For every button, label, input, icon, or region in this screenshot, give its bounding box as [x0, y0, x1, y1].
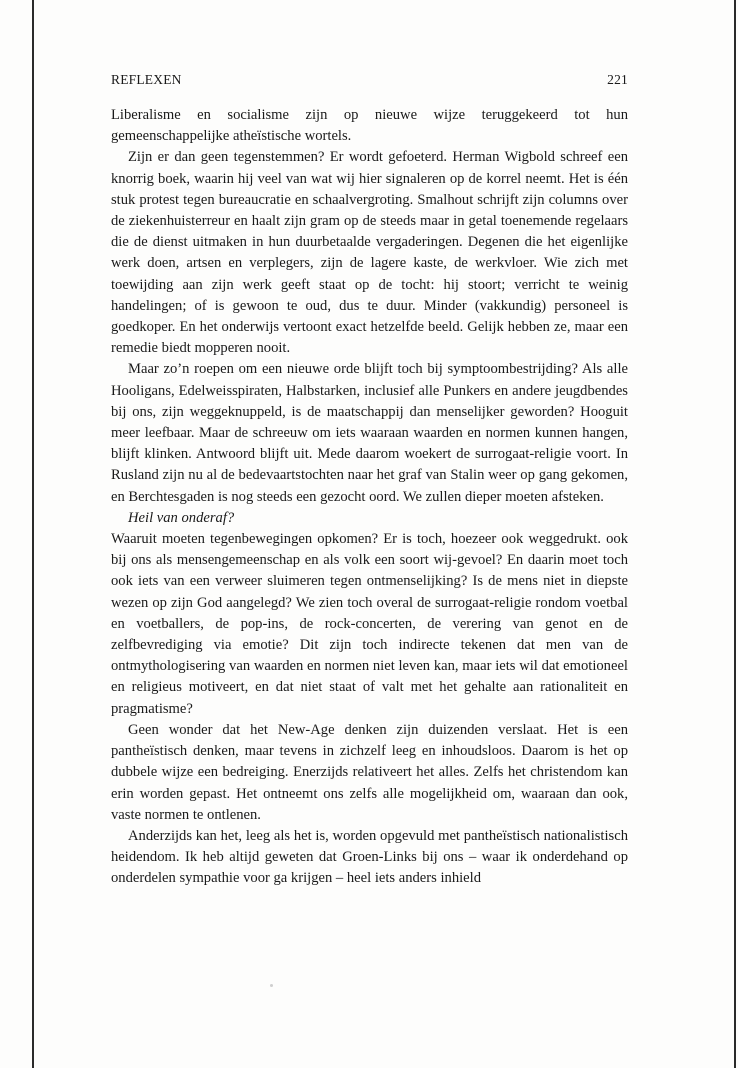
paragraph: Waaruit moeten tegenbewegingen opkomen? Er is toch, hoezeer ook weggedrukt. ook bij ons als mensengemeenschap en als volk een soort wij-gevoel? En daarin moet toch ook iets van een verweer sluimeren tegen ontmenselijking? Is de mens niet in diepste wezen op zijn God aangelegd? We zien toch overal de surrogaat-religie rondom voetbal en voetballers, de pop-ins, de rock-concerten, de verering van genot en de zelfbevrediging via emotie? Dit zijn toch indirecte tekenen dat men van de ontmythologisering van waarden en normen niet leven kan, maar iets wil dat emotioneel en religieus motiveert, en dat niet staat of valt met het gehalte aan rationaliteit en pragmatisme? [111, 531, 628, 717]
section-heading: Heil van onderaf? [128, 509, 235, 526]
running-head-title: REFLEXEN [111, 72, 182, 87]
page-left-edge [32, 0, 34, 1068]
running-head [111, 72, 628, 92]
paragraph: Anderzijds kan het, leeg als het is, worden opgevuld met pantheïstisch nationalistisch heidendom. Ik heb altijd geweten dat Groen-Links bij ons – waar ik onderdehand op onderdelen sympathie voor ga krijgen – heel iets anders inhield [111, 827, 628, 887]
paragraph: Zijn er dan geen tegenstemmen? Er wordt gefoeterd. Herman Wigbold schreef een knorrig boek, waarin hij veel van wat wij hier signaleren op de korrel neemt. Het is één stuk protest tegen bureaucratie en schaalvergroting. Smalhout schrijft zijn columns over de ziekenhuisterreur en haalt zijn gram op de steeds maar in getal toenemende regelaars die de dienst uitmaken in hun duurbetaalde vergaderingen. Degenen die het eigenlijke werk doen, artsen en verplegers, zijn de lagere kaste, de werkvloer. Wie zich met toewijding aan zijn werk geeft staat op de tocht: hij stoort; verricht te weinig handelingen; of is gewoon te oud, dus te duur. Minder (vakkundig) personeel is goedkoper. En het onderwijs vertoont exact hetzelfde beeld. Gelijk hebben ze, maar een remedie biedt mopperen nooit. [111, 149, 628, 357]
paragraph: Maar zo’n roepen om een nieuwe orde blijft toch bij symptoombestrijding? Als alle Hooligans, Edelweisspiraten, Halbstarken, inclusief alle Punkers en andere jeugdbendes bij ons, zijn weggeknuppeld, is de maatschappij dan menselijker geworden? Hooguit meer leefbaar. Maar de schreeuw om iets waaraan waarden en normen kunnen hangen, blijft klinken. Antwoord blijft uit. Mede daarom woekert de surrogaat-religie voort. In Rusland zijn nu al de bedevaartstochten naar het graf van Stalin weer op gang gekomen, en Berchtesgaden is nog steeds een gezocht oord. We zullen dieper moeten afsteken. [111, 361, 628, 505]
page-number: 221 [607, 72, 628, 87]
paragraph: Liberalisme en socialisme zijn op nieuwe wijze teruggekeerd tot hun gemeenschappelijke atheïstische wortels. [111, 107, 628, 145]
body-text [111, 105, 628, 890]
paragraph: Geen wonder dat het New-Age denken zijn duizenden verslaat. Het is een pantheïstisch denken, maar tevens in zichzelf leeg en inhoudsloos. Daarom is het op dubbele wijze een bedreiging. Enerzijds relativeert het alles. Zelfs het christendom kan erin worden gepast. Het ontneemt ons zelfs alle mogelijkheid om, waaraan dan ook, vaste normen te ontlenen. [111, 721, 628, 823]
scan-speck [270, 984, 273, 987]
page-right-edge [734, 0, 736, 1068]
